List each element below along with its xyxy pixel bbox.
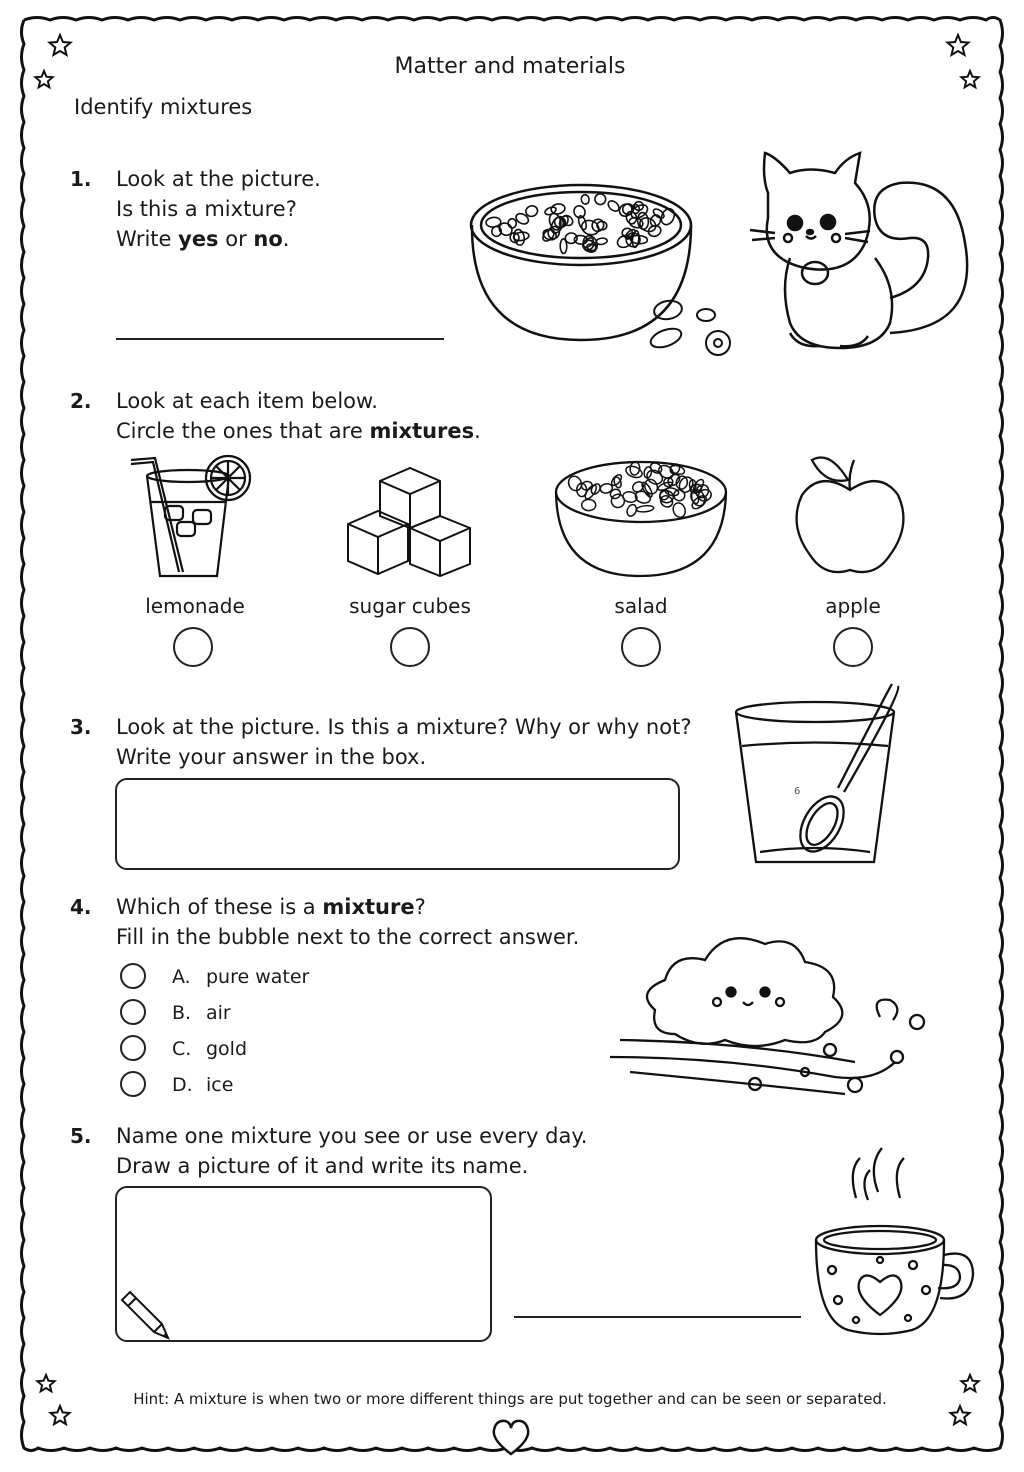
q2-circle-apple[interactable]	[833, 627, 873, 667]
q4-option-a-text: pure water	[206, 966, 310, 988]
q1-answer-line[interactable]	[116, 338, 444, 340]
glass-mark: 6	[794, 786, 801, 797]
q2-item-label-apple: apple	[825, 594, 881, 618]
hint-text: Hint: A mixture is when two or more different things are put together and can be seen or separated.	[133, 1390, 887, 1408]
heart-icon	[490, 1418, 532, 1458]
page-subtitle: Identify mixtures	[74, 95, 253, 119]
q4-number: 4.	[70, 895, 92, 919]
q5-line2: Draw a picture of it and write its name.	[116, 1154, 529, 1178]
q3-answer-box[interactable]	[115, 778, 680, 870]
q1-line2: Is this a mixture?	[116, 197, 297, 221]
q2-item-label-sugar-cubes: sugar cubes	[349, 594, 471, 618]
q4-option-d-bubble[interactable]	[120, 1071, 146, 1097]
q5-number: 5.	[70, 1124, 92, 1148]
page-title: Matter and materials	[394, 54, 626, 79]
q4-option-c-letter: C.	[172, 1038, 192, 1060]
star-icon	[51, 1406, 70, 1424]
q2-item-label-salad: salad	[614, 594, 668, 618]
sugar-cubes-illustration	[340, 466, 480, 581]
q2-number: 2.	[70, 389, 92, 413]
q3-number: 3.	[70, 715, 92, 739]
q2-circle-salad[interactable]	[621, 627, 661, 667]
q4-option-c-bubble[interactable]	[120, 1035, 146, 1061]
q2-circle-lemonade[interactable]	[173, 627, 213, 667]
q4-option-a-letter: A.	[172, 966, 191, 988]
q2-line2: Circle the ones that are mixtures.	[116, 419, 481, 443]
q3-line1: Look at the picture. Is this a mixture? Why or why not?	[116, 715, 692, 739]
q2-line1: Look at each item below.	[116, 389, 378, 413]
q2-circle-sugar-cubes[interactable]	[390, 627, 430, 667]
q1-number: 1.	[70, 167, 92, 191]
q4-option-d-letter: D.	[172, 1074, 193, 1096]
q1-line3: Write yes or no.	[116, 227, 290, 251]
q4-option-d-text: ice	[206, 1074, 234, 1096]
star-icon	[951, 1406, 970, 1424]
squirrel-illustration	[750, 148, 980, 358]
q4-option-b-text: air	[206, 1002, 231, 1024]
q4-option-a-bubble[interactable]	[120, 963, 146, 989]
pencil-icon	[118, 1288, 173, 1343]
q4-option-c-text: gold	[206, 1038, 248, 1060]
q4-option-b-letter: B.	[172, 1002, 192, 1024]
q2-item-label-lemonade: lemonade	[145, 594, 245, 618]
mug-illustration	[808, 1140, 978, 1340]
q4-line2: Fill in the bubble next to the correct answer.	[116, 925, 580, 949]
glass-spoon-illustration	[732, 684, 902, 874]
cereal-bowl-illustration	[466, 180, 706, 360]
cloud-wind-illustration	[605, 922, 935, 1107]
q4-line1: Which of these is a mixture?	[116, 895, 426, 919]
q5-name-line[interactable]	[514, 1316, 801, 1318]
star-icon	[961, 1375, 978, 1391]
star-icon	[37, 1375, 54, 1391]
q4-option-b-bubble[interactable]	[120, 999, 146, 1025]
lemonade-illustration	[125, 454, 260, 584]
apple-illustration	[790, 450, 915, 580]
salad-bowl-illustration	[552, 454, 732, 582]
q5-line1: Name one mixture you see or use every day.	[116, 1124, 588, 1148]
q1-line1: Look at the picture.	[116, 167, 321, 191]
q3-line2: Write your answer in the box.	[116, 745, 427, 769]
